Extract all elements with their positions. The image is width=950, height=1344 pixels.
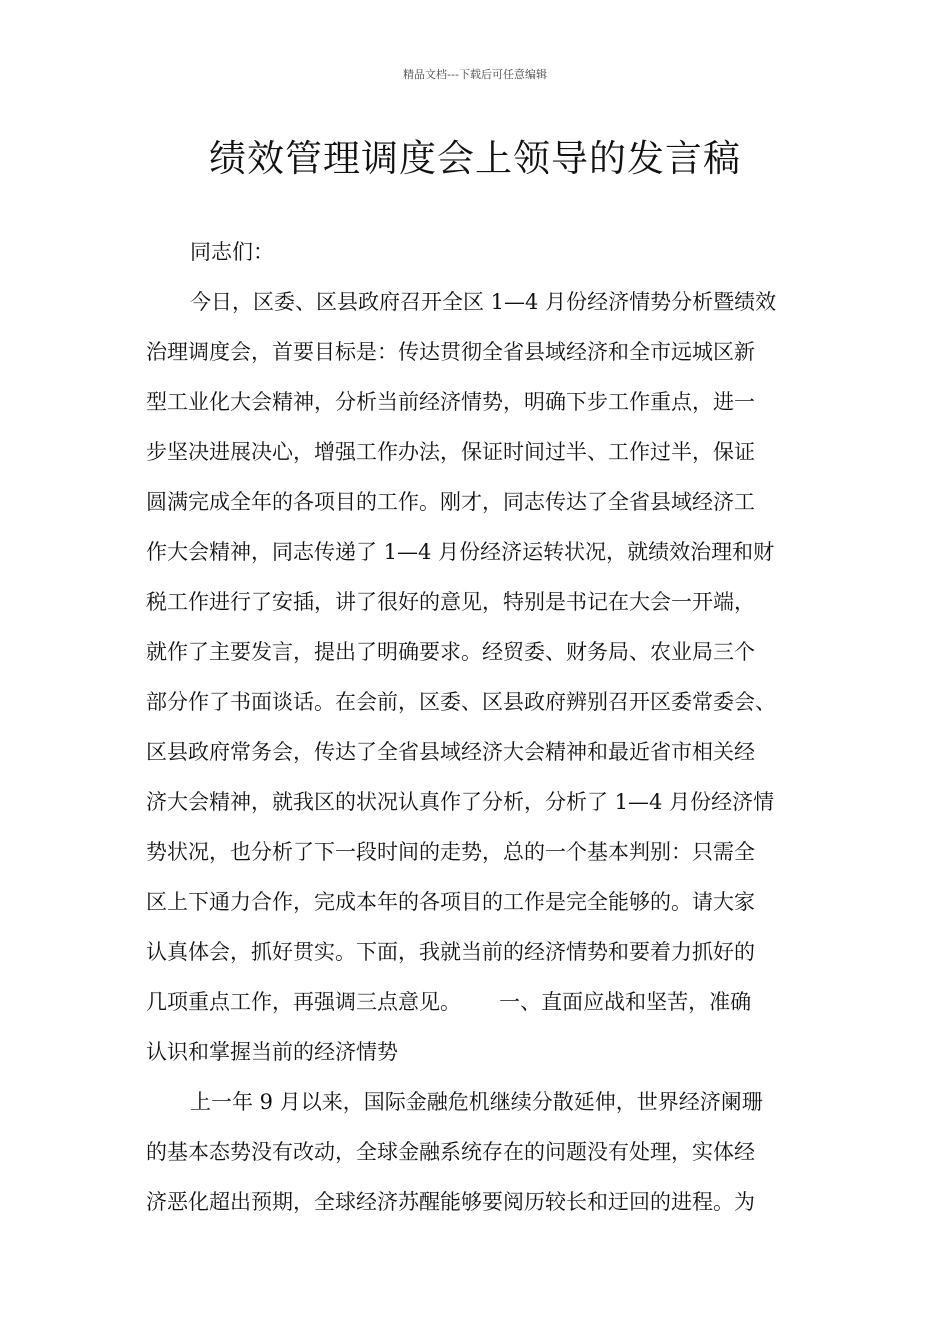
text-line: 上一年 9 月以来，国际金融危机继续分散延伸，世界经济阑珊 — [190, 1090, 763, 1114]
text-line: 区县政府常务会，传达了全省县域经济大会精神和最近省市相关经 — [146, 740, 755, 764]
text-line: 今日，区委、区县政府召开全区 1—4 月份经济情势分析暨绩效 — [190, 290, 777, 314]
text-line: 认真体会，抓好贯实。下面，我就当前的经济情势和要着力抓好的 — [146, 940, 755, 964]
text-line: 的基本态势没有改动，全球金融系统存在的问题没有处理，实体经 — [146, 1140, 755, 1164]
text-line: 认识和掌握当前的经济情势 — [146, 1040, 398, 1064]
text-line: 区上下通力合作，完成本年的各项目的工作是完全能够的。请大家 — [146, 890, 755, 914]
text-line: 济大会精神，就我区的状况认真作了分析，分析了 1—4 月份经济情 — [146, 790, 775, 814]
text-line: 势状况，也分析了下一段时间的走势，总的一个基本判别：只需全 — [146, 840, 755, 864]
document-title: 绩效管理调度会上领导的发言稿 — [209, 137, 741, 180]
text-line: 同志们： — [190, 240, 274, 264]
text-line: 税工作进行了安插，讲了很好的意见，特别是书记在大会一开端， — [146, 590, 755, 614]
text-line: 几项重点工作，再强调三点意见。 一、直面应战和坚苦，准确 — [146, 990, 752, 1014]
text-line: 步坚决进展决心，增强工作办法，保证时间过半、工作过半，保证 — [146, 440, 755, 464]
text-line: 治理调度会，首要目标是：传达贯彻全省县域经济和全市远城区新 — [146, 340, 755, 364]
text-line: 型工业化大会精神，分析当前经济情势，明确下步工作重点，进一 — [146, 390, 755, 414]
header-note: 精品文档---下载后可任意编辑 — [403, 68, 547, 81]
text-line: 部分作了书面谈话。在会前，区委、区县政府辨别召开区委常委会、 — [146, 690, 776, 714]
document-body — [146, 227, 812, 1227]
text-line: 作大会精神，同志传递了 1—4 月份经济运转状况，就绩效治理和财 — [146, 540, 775, 564]
text-line: 圆满完成全年的各项目的工作。刚才，同志传达了全省县域经济工 — [146, 490, 755, 514]
text-line: 济恶化超出预期，全球经济苏醒能够要阅历较长和迂回的进程。为 — [146, 1190, 755, 1214]
text-line: 就作了主要发言，提出了明确要求。经贸委、财务局、农业局三个 — [146, 640, 755, 664]
